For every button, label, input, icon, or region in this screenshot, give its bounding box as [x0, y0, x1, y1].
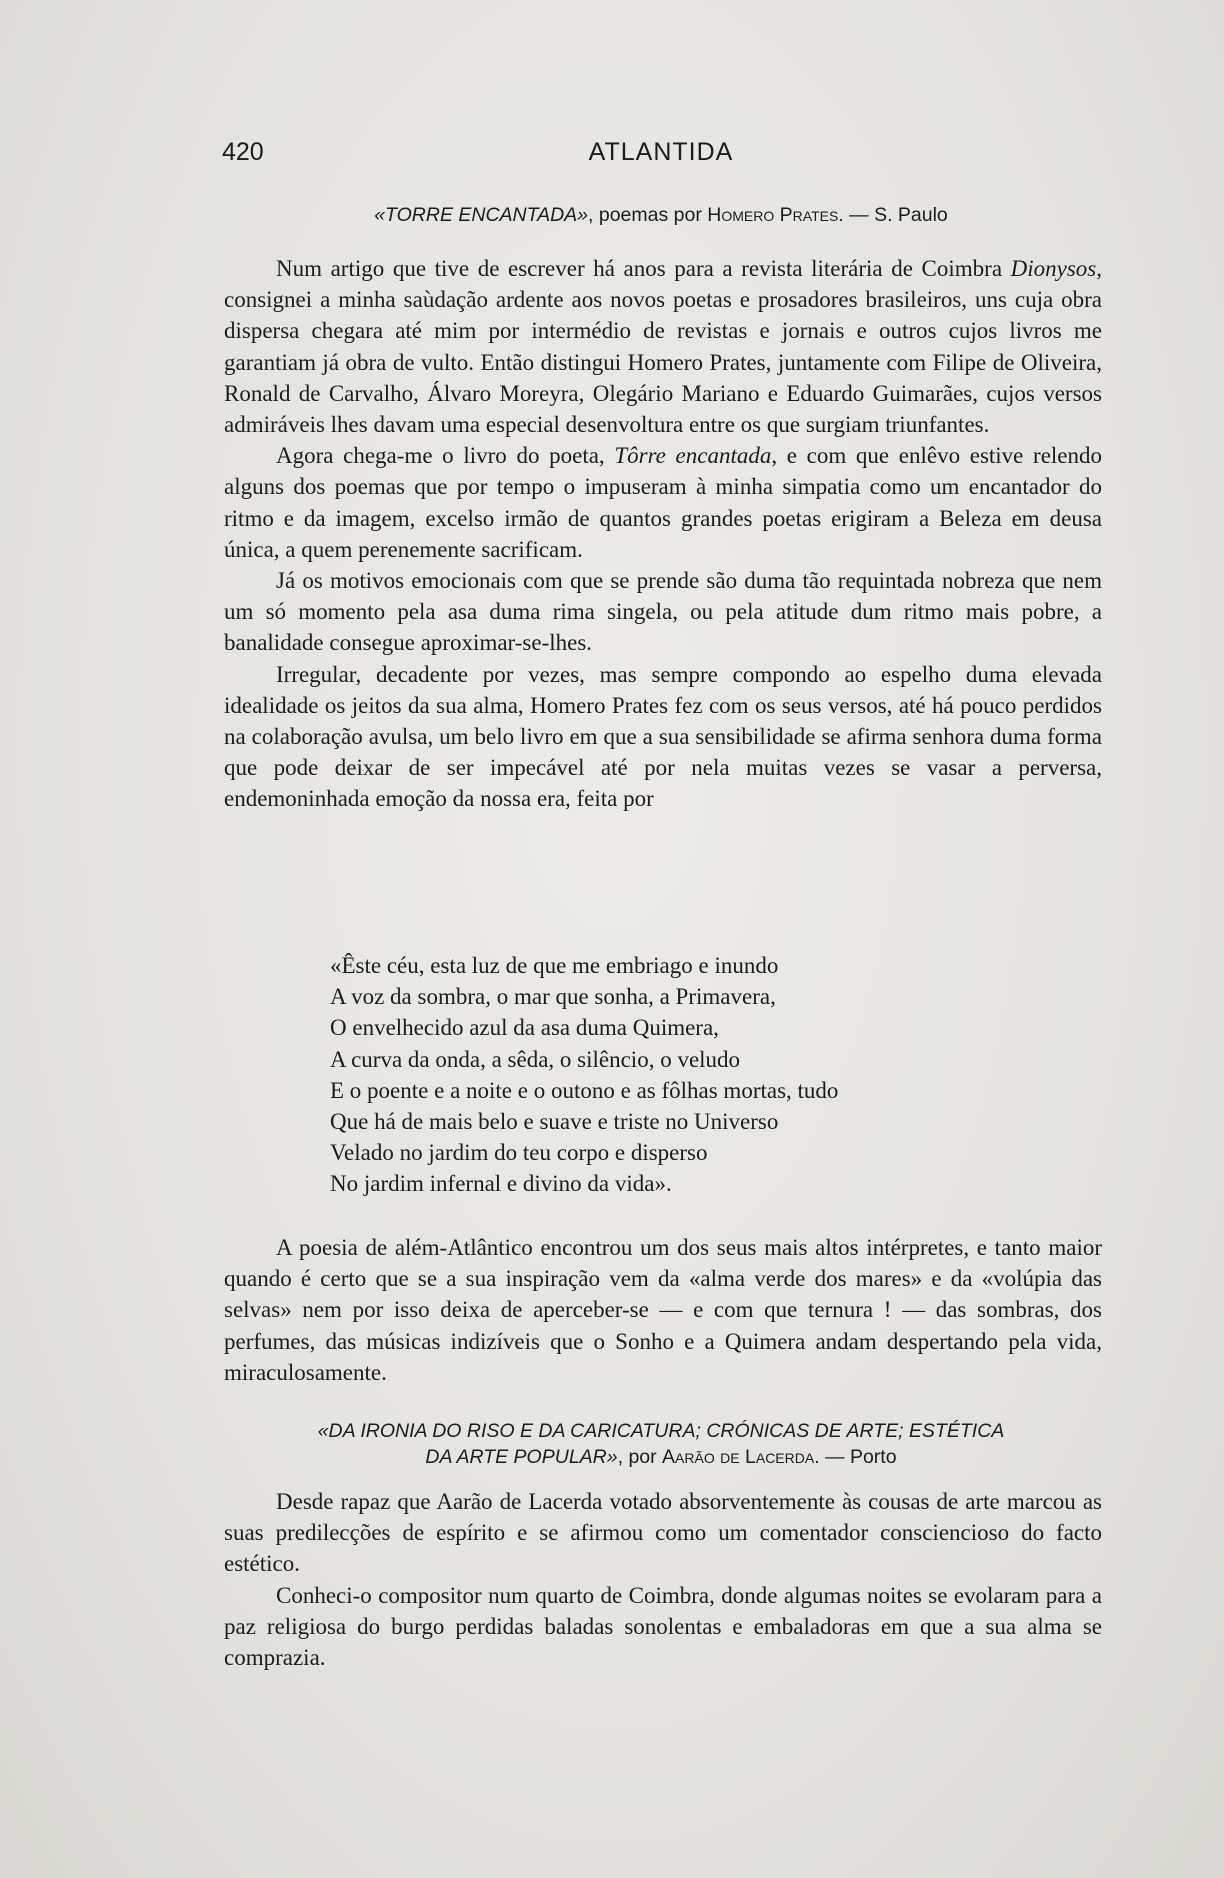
publication-place: . — Porto — [814, 1446, 897, 1468]
paragraph-text: , e com que enlêvo estive relendo alguns dos poemas que por tempo o impuseram à minha simpatia como um encantador do ritmo e da imagem, excelso irmão de quantos grandes poetas erigiram a Beleza em deusa única, a quem perenemente sacrificam. — [224, 443, 1103, 562]
heading-line — [222, 1444, 1100, 1470]
paragraph: Desde rapaz que Aarão de Lacerda votado absorventemente às cousas de arte marcou as suas predilecções de espírito e se afirmou como um comentador consciencioso do facto estético. — [224, 1489, 1102, 1577]
running-title: ATLANTIDA — [588, 138, 734, 166]
poem-line: A curva da onda, a sêda, o silêncio, o veludo — [330, 1046, 741, 1072]
paragraph: Conheci-o compositor num quarto de Coimbra, donde algumas noites se evolaram para a paz religiosa do burgo perdidas baladas sonolentas e embaladoras em que a sua alma se comprazia. — [224, 1582, 1102, 1671]
heading-text: , por — [617, 1446, 663, 1468]
poem-line: «Êste céu, esta luz de que me embriago e inundo — [330, 953, 779, 978]
page-header — [222, 138, 1100, 174]
poem-line: E o poente e a noite e o outono e as fôlhas mortas, tudo — [330, 1077, 839, 1103]
paragraph-text: Agora chega-me o livro do poeta, — [276, 443, 615, 469]
paragraph-text: Num artigo que tive de escrever há anos para a revista literária de Coimbra — [276, 256, 1011, 281]
paragraph: Já os motivos emocionais com que se prende são duma tão requintada nobreza que nem um só momento pela asa duma rima singela, ou pela atitude dum ritmo mais pobre, a banalidade consegue aproximar-se-lhes. — [224, 568, 1102, 656]
author-name: Homero Prates — [707, 204, 839, 226]
paragraph: A poesia de além-Atlântico encontrou um dos seus mais altos intérpretes, e tanto maior quando é certo que se a sua inspiração vem da «alma verde dos mares» e da «volúpia das selvas» nem por isso deixa de aperceber-se — e com que ternura ! — das sombras, dos perfumes, das músicas indizíveis que o Sonho e a Quimera andam despertando pela vida, miraculosamente. — [224, 1235, 1102, 1385]
book-title-inline: Tôrre encantada — [614, 443, 772, 469]
review-heading-torre — [222, 202, 1100, 228]
poem-line: No jardim infernal e divino da vida». — [330, 1171, 672, 1197]
poem-line: Velado no jardim do teu corpo e disperso — [330, 1140, 708, 1166]
review-body-1-conclusion — [224, 1232, 1102, 1388]
book-title: «DA IRONIA DO RISO E DA CARICATURA; CRÓNICAS DE ARTE; ESTÉTICA — [317, 1420, 1005, 1442]
review-body-1 — [224, 253, 1102, 815]
page-number: 420 — [222, 138, 264, 166]
heading-line — [222, 1418, 1100, 1444]
poem-quote — [330, 950, 1090, 1200]
book-title: DA ARTE POPULAR» — [425, 1446, 618, 1468]
journal-title: Dionysos — [1010, 256, 1097, 281]
poem-line: O envelhecido azul da asa duma Quimera, — [330, 1015, 719, 1041]
poem-line: A voz da sombra, o mar que sonha, a Primavera, — [330, 984, 776, 1010]
poem-line: Que há de mais belo e suave e triste no Universo — [330, 1109, 779, 1135]
paragraph — [224, 440, 1102, 565]
publication-place: . — S. Paulo — [838, 204, 948, 226]
paragraph — [224, 253, 1102, 440]
book-title: «TORRE ENCANTADA» — [374, 204, 589, 226]
review-heading-ironia — [222, 1418, 1100, 1470]
paragraph: Irregular, decadente por vezes, mas sempre compondo ao espelho duma elevada idealidade os jeitos da sua alma, Homero Prates fez com os seus versos, até há pouco perdidos na colaboração avulsa, um belo livro em que a sua sensibilidade se afirma senhora duma forma que pode deixar de ser impecável até por nela muitas vezes se vasar a perversa, endemoninhada emoção da nossa era, feita por — [224, 661, 1102, 812]
paragraph-text: , consignei a minha saùdação ardente aos novos poetas e prosadores brasileiros, uns cuja obra dispersa chegara até mim por intermédio de revistas e jornais e outros cujos livros me garantiam já obra de vulto. Então distingui Homero Prates, juntamente com Filipe de Oliveira, Ronald de Carvalho, Álvaro Moreyra, Olegário Mariano e Eduardo Guimarães, cujos versos admiráveis lhes davam uma especial desenvoltura entre os que surgiam triunfantes. — [224, 256, 1102, 438]
heading-text: , poemas por — [588, 204, 708, 226]
review-body-2 — [224, 1486, 1102, 1673]
author-name: Aarão de Lacerda — [662, 1446, 815, 1468]
